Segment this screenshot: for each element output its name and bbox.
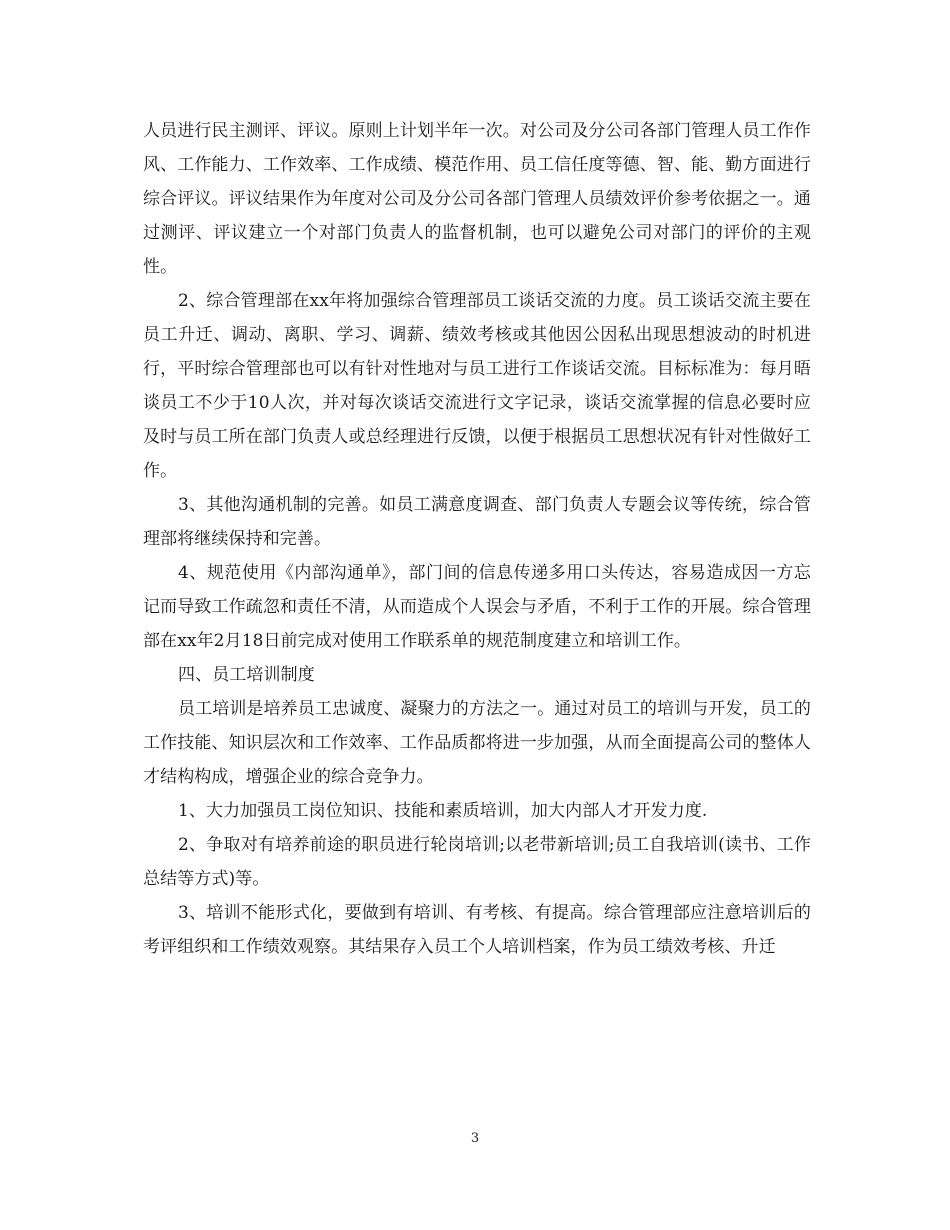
paragraph-9: 3、培训不能形式化，要做到有培训、有考核、有提高。综合管理部应注意培训后的考评组织和工作绩效观察。其结果存入员工个人培训档案，作为员工绩效考核、升迁: [143, 903, 811, 957]
section-heading: 四、员工培训制度: [178, 665, 315, 685]
paragraph-3: 3、其他沟通机制的完善。如员工满意度调查、部门负责人专题会议等传统，综合管理部将继续保持和完善。: [143, 495, 811, 549]
paragraph-6: 员工培训是培养员工忠诚度、凝聚力的方法之一。通过对员工的培训与开发，员工的工作技能、知识层次和工作效率、工作品质都将进一步加强，从而全面提高公司的整体人才结构构成，增强企业的综合竞争力。: [143, 699, 811, 787]
paragraph-8: 2、争取对有培养前途的职员进行轮岗培训;以老带新培训;员工自我培训(读书、工作总结等方式)等。: [143, 835, 811, 889]
paragraph-7: 1、大力加强员工岗位知识、技能和素质培训，加大内部人才开发力度.: [178, 801, 708, 821]
paragraph-2: 2、综合管理部在xx年将加强综合管理部员工谈话交流的力度。员工谈话交流主要在员工升迁、调动、离职、学习、调薪、绩效考核或其他因公因私出现思想波动的时机进行，平时综合管理部也可以有针对性地对与员工进行工作谈话交流。目标标准为：每月晤谈员工不少于10人次，并对每次谈话交流进行文字记录，谈话交流掌握的信息必要时应及时与员工所在部门负责人或总经理进行反馈，以便于根据员工思想状况有针对性做好工作。: [143, 291, 811, 481]
body-text: [143, 114, 811, 964]
paragraph-1: 人员进行民主测评、评议。原则上计划半年一次。对公司及分公司各部门管理人员工作作风、工作能力、工作效率、工作成绩、模范作用、员工信任度等德、智、能、勤方面进行综合评议。评议结果作为年度对公司及分公司各部门管理人员绩效评价参考依据之一。通过测评、评议建立一个对部门负责人的监督机制，也可以避免公司对部门的评价的主观性。: [143, 121, 811, 277]
paragraph-4: 4、规范使用《内部沟通单》，部门间的信息传递多用口头传达，容易造成因一方忘记而导致工作疏忽和责任不清，从而造成个人误会与矛盾，不利于工作的开展。综合管理部在xx年2月18日前完成对使用工作联系单的规范制度建立和培训工作。: [143, 563, 811, 651]
page-number: 3: [470, 1131, 480, 1146]
